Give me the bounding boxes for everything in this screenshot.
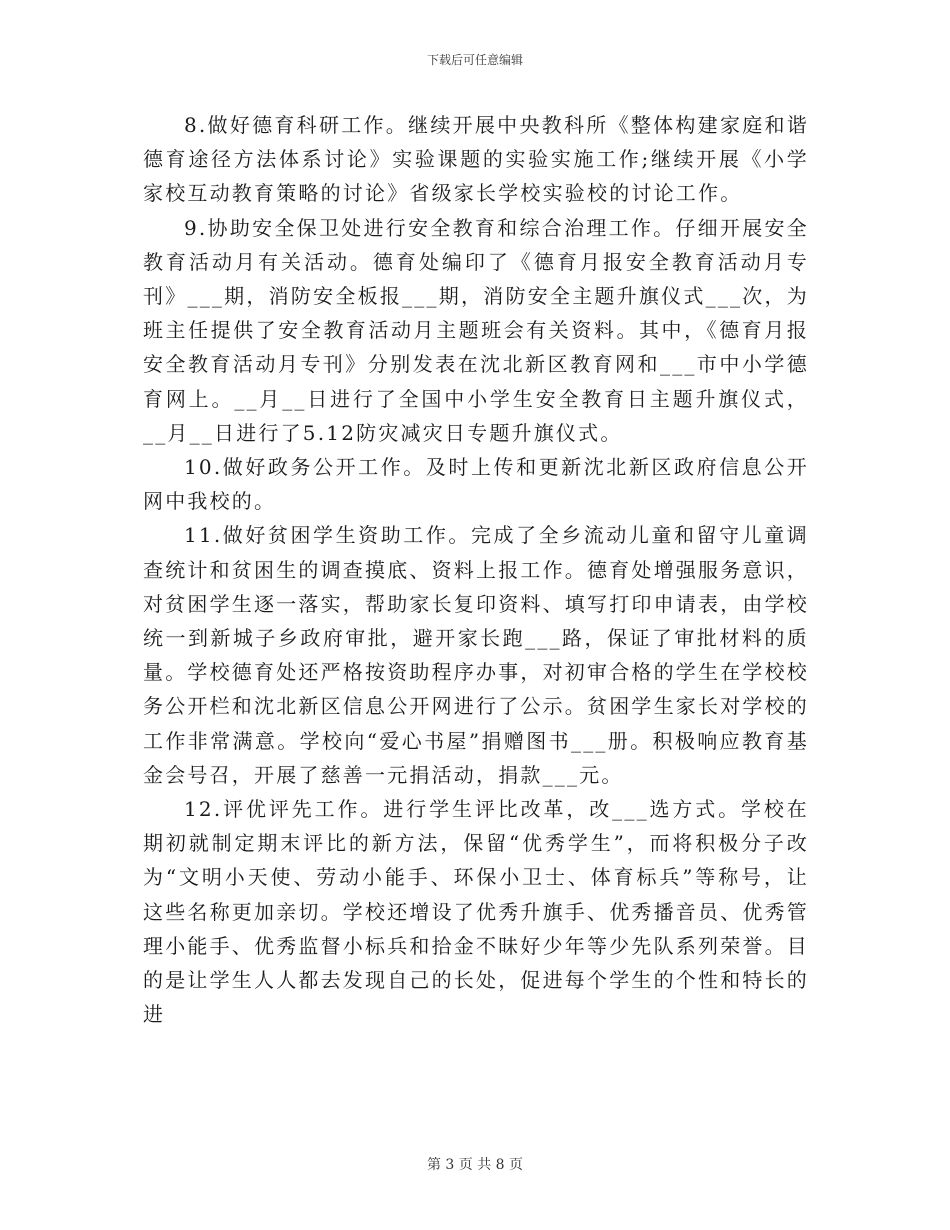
paragraph-item-10: 10.做好政务公开工作。及时上传和更新沈北新区政府信息公开网中我校的。 xyxy=(143,455,809,514)
paragraph-item-9: 9.协助安全保卫处进行安全教育和综合治理工作。仔细开展安全教育活动月有关活动。德育处编印了《德育月报安全教育活动月专刊》___期，消防安全板报___期，消防安全主题升旗仪式___次，为班主任提供了安全教育活动月主题班会有关资料。其中，《德育月报安全教育活动月专刊》分别发表在沈北新区教育网和___市中小学德育网上。__月__日进行了全国中小学生安全教育日主题升旗仪式，__月__日进行了5.12防灾减灾日专题升旗仪式。 xyxy=(143,215,809,445)
page-header: 下载后可任意编辑 xyxy=(426,53,523,67)
paragraph-item-11: 11.做好贫困学生资助工作。完成了全乡流动儿童和留守儿童调查统计和贫困生的调查摸底、资料上报工作。德育处增强服务意识，对贫困学生逐一落实，帮助家长复印资料、填写打印申请表，由学校统一到新城子乡政府审批，避开家长跑___路，保证了审批材料的质量。学校德育处还严格按资助程序办事，对初审合格的学生在学校校务公开栏和沈北新区信息公开网进行了公示。贫困学生家长对学校的工作非常满意。学校向“爱心书屋”捐赠图书___册。积极响应教育基金会号召，开展了慈善一元捐活动，捐款___元。 xyxy=(143,523,809,787)
paragraph-item-8: 8.做好德育科研工作。继续开展中央教科所《整体构建家庭和谐德育途径方法体系讨论》实验课题的实验实施工作;继续开展《小学家校互动教育策略的讨论》省级家长学校实验校的讨论工作。 xyxy=(143,113,809,206)
document-body xyxy=(143,108,809,1031)
paragraph-item-12: 12.评优评先工作。进行学生评比改革，改___选方式。学校在期初就制定期末评比的新方法，保留“优秀学生”，而将积极分子改为“文明小天使、劳动小能手、环保小卫士、体育标兵”等称号，让这些名称更加亲切。学校还增设了优秀升旗手、优秀播音员、优秀管理小能手、优秀监督小标兵和拾金不昧好少年等少先队系列荣誉。目的是让学生人人都去发现自己的长处，促进每个学生的个性和特长的进 xyxy=(143,797,809,1027)
page-number-footer: 第 3 页 共 8 页 xyxy=(426,1157,524,1173)
